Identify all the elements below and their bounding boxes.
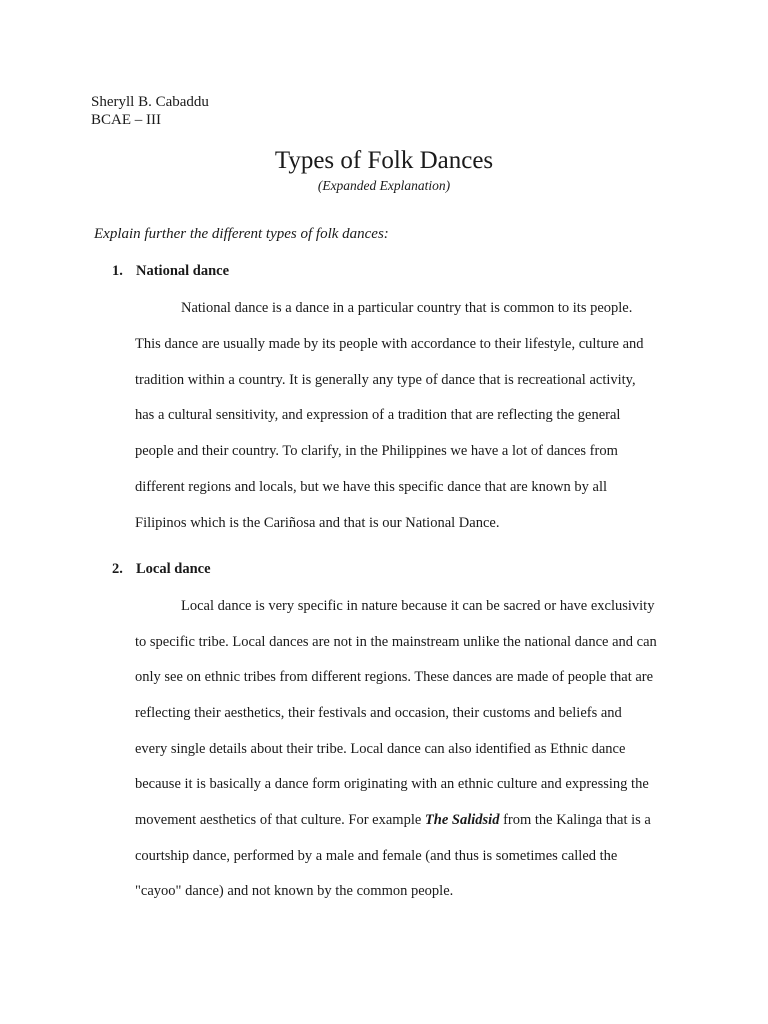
paragraph-line: tradition within a country. It is generally any type of dance that is recreational activity, [135,372,636,388]
example-dance-name: The Salidsid [424,812,500,828]
assignment-prompt: Explain further the different types of folk dances: [94,226,389,242]
paragraph-line: people and their country. To clarify, in the Philippines we have a lot of dances from [135,443,618,459]
paragraph-line: Filipinos which is the Cariñosa and that is our National Dance. [135,515,500,531]
paragraph-line: reflecting their aesthetics, their festivals and occasion, their customs and beliefs and [135,705,622,721]
paragraph-line: Local dance is very specific in nature because it can be sacred or have exclusivity [181,598,655,614]
section-title: Local dance [136,561,211,577]
document-subtitle: (Expanded Explanation) [317,178,451,193]
section-heading-local-dance [112,560,211,578]
paragraph-line: "cayoo" dance) and not known by the common people. [135,883,454,899]
paragraph-line: only see on ethnic tribes from different regions. These dances are made of people that are [135,669,654,685]
example-text-before: movement aesthetics of that culture. For example [135,812,425,828]
example-text-after: from the Kalinga that is a [499,812,651,828]
paragraph-line: has a cultural sensitivity, and expression of a tradition that are reflecting the general [135,407,621,423]
section-number: 2. [112,561,123,577]
paragraph-line: courtship dance, performed by a male and female (and thus is sometimes called the [135,848,618,864]
paragraph-line-example [135,811,651,829]
section-title: National dance [136,263,230,279]
document-title: Types of Folk Dances [274,147,494,174]
author-name: Sheryll B. Cabaddu [91,94,209,110]
section-number: 1. [112,263,123,279]
paragraph-line: because it is basically a dance form originating with an ethnic culture and expressing the [135,776,649,792]
course-code: BCAE – III [91,112,161,128]
section-heading-national-dance [112,262,229,280]
paragraph-line: to specific tribe. Local dances are not in the mainstream unlike the national dance and can [135,634,657,650]
paragraph-line: National dance is a dance in a particular country that is common to its people. [181,300,633,316]
author-block [91,93,209,129]
paragraph-line: every single details about their tribe. Local dance can also identified as Ethnic dance [135,741,626,757]
paragraph-line: different regions and locals, but we have this specific dance that are known by all [135,479,608,495]
paragraph-line: This dance are usually made by its people with accordance to their lifestyle, culture and [135,336,644,352]
